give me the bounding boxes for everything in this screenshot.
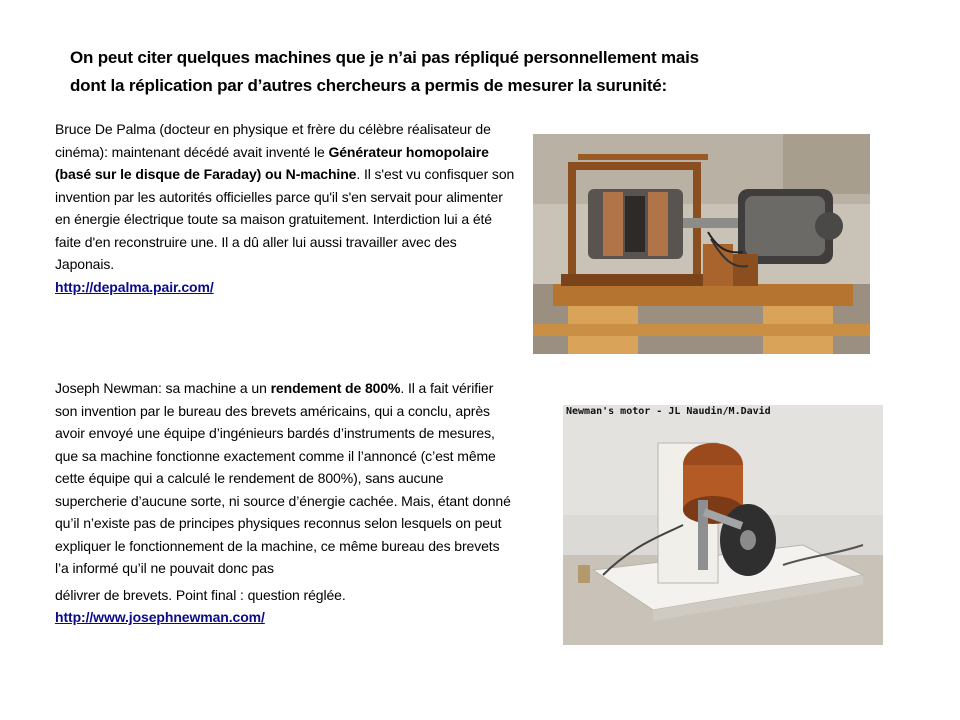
newman-link[interactable]: http://www.josephnewman.com/: [55, 609, 265, 625]
depalma-link[interactable]: http://depalma.pair.com/: [55, 278, 214, 295]
n-machine-illustration: [533, 134, 870, 354]
depalma-rest: . Il s'est vu confisquer son invention par les autorités officielles parce qu'il s'en servait pour alimenter en énergie électrique toute sa maison gratuitement. Interdiction lui a été faite d'en reconstruire une. Il a dû aller lui aussi travailler avec des Japonais.: [55, 166, 515, 272]
newman-bold: rendement de 800%: [270, 380, 401, 396]
depalma-bold: Générateur homopolaire (basé sur le disque de Faraday) ou N-machine: [55, 143, 489, 182]
n-machine-photo: [533, 134, 870, 354]
title-line-1: On peut citer quelques machines que je n’ai pas répliqué personnellement mais: [70, 48, 699, 67]
slide-title: [70, 44, 870, 100]
newman-motor-illustration: [563, 405, 883, 645]
title-line-2: dont la réplication par d’autres chercheurs a permis de mesurer la surunité:: [70, 76, 667, 95]
newman-intro: Joseph Newman: sa machine a un: [55, 380, 271, 396]
newman-rest: . Il a fait vérifier son invention par le bureau des brevets américains, qui a conclu, après avoir envoyé une équipe d’ingénieurs bardés d’instruments de mesures, que sa machine fonctionne exactement comme il l’annoncé (c’est même cette équipe qui a calculé le rendement de 800%), sans aucune supercherie d’aucune sorte, ni source d’énergie cachée. Mais, étant donné qu’il n’existe pas de principes physiques reconnus selon lesquels on peut expliquer le fonctionnement de la machine, ce même bureau des brevets l’a informé qu’il ne pouvait donc pas: [55, 380, 511, 576]
depalma-paragraph: [55, 118, 515, 298]
newman-paragraph: [55, 377, 515, 629]
newman-last-line: délivrer de brevets. Point final : question réglée.: [55, 586, 346, 603]
newman-photo-caption: Newman's motor - JL Naudin/M.David: [566, 406, 771, 417]
depalma-intro: Bruce De Palma (docteur en physique et frère du célèbre réalisateur de cinéma): maintenant décédé avait inventé le: [55, 121, 491, 160]
newman-motor-photo: [563, 405, 883, 645]
